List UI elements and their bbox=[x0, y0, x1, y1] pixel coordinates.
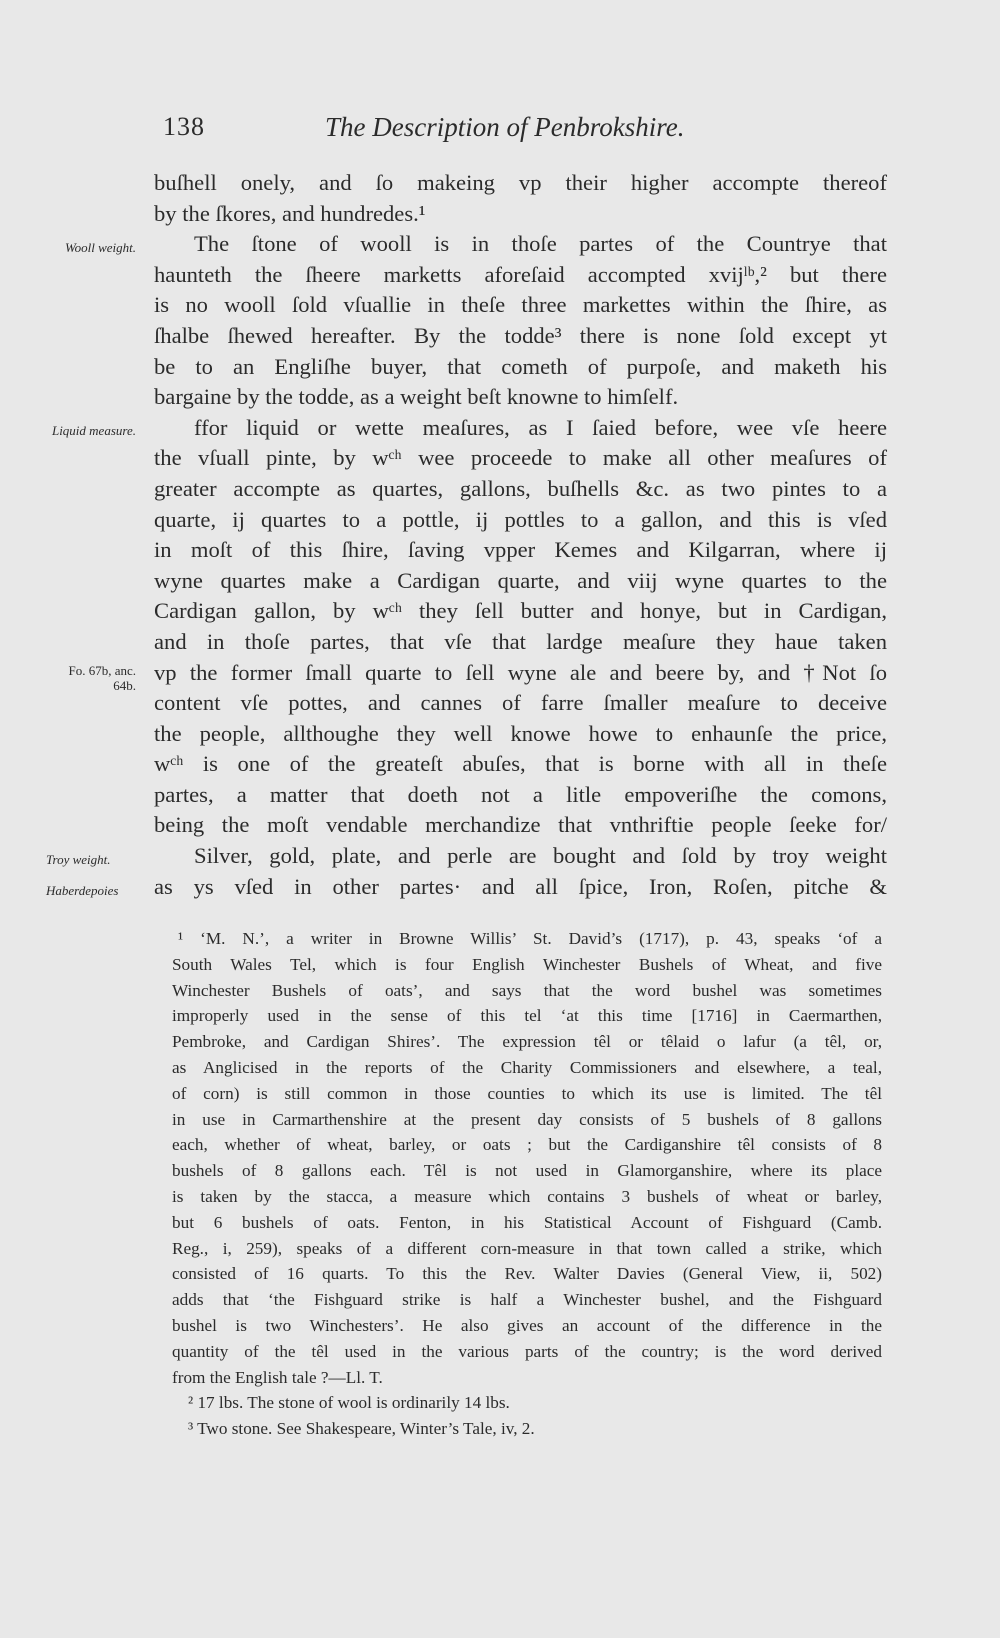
footnote-line: bushel is two Winchesters’. He also gives an account of the difference in the bbox=[172, 1315, 882, 1335]
body-line: ffor liquid or wette meaſures, as I ſaied before, wee vſe heere bbox=[194, 414, 887, 440]
footnote-line: improperly used in the sense of this tel ‘at this time [1716] in Caermarthen, bbox=[172, 1006, 882, 1026]
footnotes bbox=[172, 926, 882, 1442]
footnote-line: from the English tale ?—Ll. T. bbox=[172, 1367, 383, 1387]
body-line: Silver, gold, plate, and perle are bought and ſold by troy weight bbox=[194, 843, 887, 869]
body-line: is no wooll ſold vſuallie in theſe three markettes within the ſhire, as bbox=[154, 292, 887, 318]
footnote-line: is taken by the stacca, a measure which contains 3 bushels of wheat or barley, bbox=[172, 1186, 882, 1206]
body-line: vp the former ſmall quarte to ſell wyne ale and beere by, and †Not ſo bbox=[154, 659, 887, 685]
footnote-line: but 6 bushels of oats. Fenton, in his Statistical Account of Fishguard (Camb. bbox=[172, 1212, 882, 1232]
body-line: as ys vſed in other partes· and all ſpice, Iron, Roſen, pitche & bbox=[154, 873, 887, 899]
running-title: The Description of Penbrokshire. bbox=[325, 112, 685, 142]
footnote-line: ³ Two stone. See Shakespeare, Winter’s Tale, iv, 2. bbox=[188, 1419, 535, 1439]
body-line: content vſe pottes, and cannes of farre ſmaller meaſure to deceive bbox=[154, 690, 887, 716]
footnote-line: ² 17 lbs. The stone of wool is ordinarily 14 lbs. bbox=[188, 1393, 510, 1413]
footnote-line: Winchester Bushels of oats’, and says that the word bushel was sometimes bbox=[172, 980, 882, 1000]
page-number: 138 bbox=[163, 112, 205, 141]
body-line: partes, a matter that doeth not a litle empoveriſhe the comons, bbox=[154, 781, 887, 807]
body-text bbox=[154, 168, 887, 902]
body-line: be to an Engliſhe buyer, that cometh of purpoſe, and maketh his bbox=[154, 353, 887, 379]
body-line: bargaine by the todde, as a weight beſt knowne to himſelf. bbox=[154, 384, 679, 410]
body-line: buſhell onely, and ſo makeing vp their higher accompte thereof bbox=[154, 170, 887, 195]
body-line: quarte, ij quartes to a pottle, ij pottles to a gallon, and this is vſed bbox=[154, 506, 887, 532]
footnote-line: ¹ ‘M. N.’, a writer in Browne Willis’ St. David’s (1717), p. 43, speaks ‘of a bbox=[178, 929, 882, 948]
body-line: the vſuall pinte, by wᶜʰ wee proceede to make all other meaſures of bbox=[154, 445, 887, 471]
body-line: wᶜʰ is one of the greateſt abuſes, that is borne with all in theſe bbox=[154, 751, 887, 777]
footnote-line: each, whether of wheat, barley, or oats ; but the Cardiganshire têl consists of 8 bbox=[172, 1135, 882, 1155]
footnote-line: in use in Carmarthenshire at the present day consists of 5 bushels of 8 gallons bbox=[172, 1109, 882, 1129]
sidenote-wooll-weight: Wooll weight. bbox=[64, 240, 136, 255]
body-line: greater accompte as quartes, gallons, buſhells &c. as two pintes to a bbox=[154, 475, 887, 501]
body-line: by the ſkores, and hundredes.¹ bbox=[154, 200, 426, 226]
footnote-line: bushels of 8 gallons each. Têl is not used in Glamorganshire, where its place bbox=[172, 1161, 882, 1181]
body-line: The ſtone of wooll is in thoſe partes of the Countrye that bbox=[194, 231, 887, 257]
body-line: haunteth the ſheere marketts aforeſaid accompted xvijˡᵇ,² but there bbox=[154, 261, 887, 287]
body-line: in moſt of this ſhire, ſaving vpper Kemes and Kilgarran, where ij bbox=[154, 537, 887, 563]
body-line: and in thoſe partes, that vſe that lardge meaſure they haue taken bbox=[154, 628, 887, 654]
body-line: the people, allthoughe they well knowe howe to enhaunſe the price, bbox=[154, 720, 887, 746]
footnote-line: quantity of the têl used in the various parts of the country; is the word derived bbox=[172, 1341, 882, 1361]
page-header bbox=[163, 112, 903, 152]
footnote-line: adds that ‘the Fishguard strike is half a Winchester bushel, and the Fishguard bbox=[172, 1290, 882, 1310]
footnote-line: of corn) is still common in those counties to which its use is limited. The têl bbox=[172, 1083, 882, 1103]
body-line: wyne quartes make a Cardigan quarte, and viij wyne quartes to the bbox=[154, 567, 887, 593]
sidenote-liquid-measure: Liquid measure. bbox=[51, 423, 136, 438]
footnote-line: Reg., i, 259), speaks of a different corn-measure in that town called a strike, which bbox=[172, 1238, 882, 1258]
body-line: being the moſt vendable merchandize that vnthriftie people ſeeke for/ bbox=[154, 812, 887, 838]
sidenote-haberdepoies: Haberdepoies bbox=[46, 883, 119, 898]
body-line: Cardigan gallon, by wᶜʰ they ſell butter and honye, but in Cardigan, bbox=[154, 598, 887, 624]
sidenote-folio: Fo. 67b, anc. 64b. bbox=[68, 663, 136, 693]
footnote-line: consisted of 16 quarts. To this the Rev. Walter Davies (General View, ii, 502) bbox=[172, 1264, 882, 1284]
body-line: ſhalbe ſhewed hereafter. By the todde³ there is none ſold except yt bbox=[154, 322, 887, 348]
footnote-line: Pembroke, and Cardigan Shires’. The expression têl or têlaid o lafur (a têl, or, bbox=[172, 1032, 882, 1052]
footnote-line: South Wales Tel, which is four English Winchester Bushels of Wheat, and five bbox=[172, 954, 882, 974]
footnote-line: as Anglicised in the reports of the Charity Commissioners and elsewhere, a teal, bbox=[172, 1057, 882, 1077]
sidenote-troy-weight: Troy weight. bbox=[46, 852, 111, 867]
